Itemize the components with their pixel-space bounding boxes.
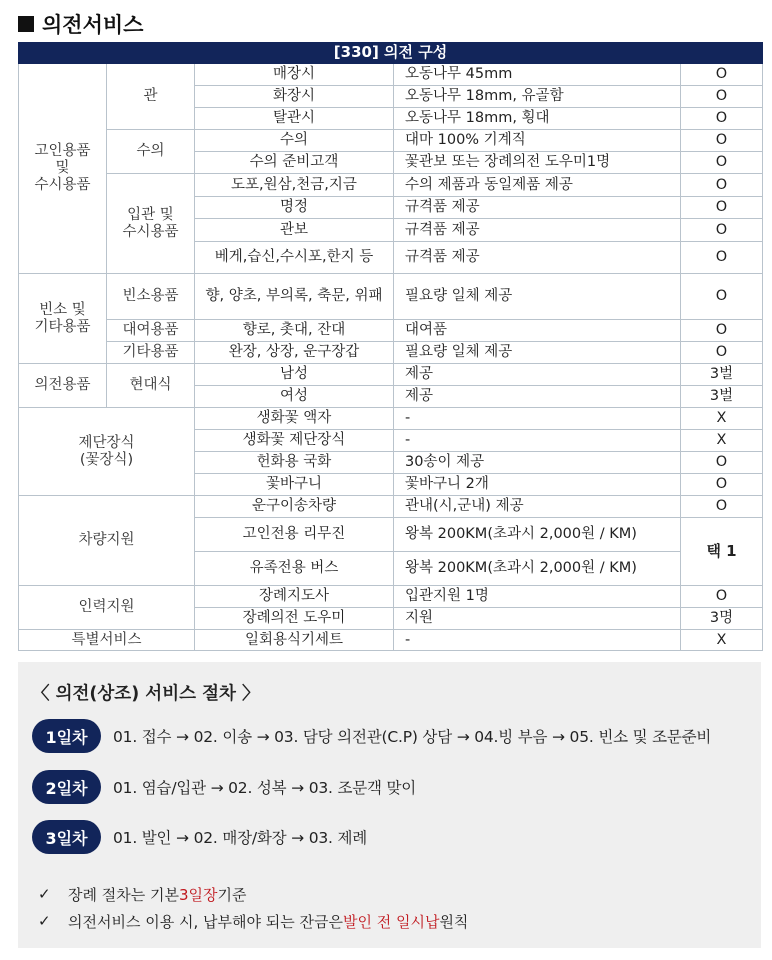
category-line: 제단장식 (꽃장식) <box>78 434 135 468</box>
table-row <box>19 342 763 364</box>
note-highlight: 발인 전 일시납 <box>342 912 440 931</box>
table-row <box>19 630 763 651</box>
check-icon: ✓ <box>38 912 51 930</box>
value-cell: O <box>681 174 763 197</box>
procedure-title: 〈 의전(상조) 서비스 절차 〉 <box>32 684 260 704</box>
desc-cell: 관내(시,군내) 제공 <box>394 496 681 518</box>
item-cell: 매장시 <box>195 64 394 86</box>
value-cell: X <box>681 430 763 452</box>
check-icon: ✓ <box>38 885 51 903</box>
item-cell: 생화꽃 액자 <box>195 408 394 430</box>
category-cell <box>19 274 107 364</box>
subcategory-cell: 대여용품 <box>107 320 195 342</box>
category-cell: 차량지원 <box>19 496 195 586</box>
desc-cell: 지원 <box>394 608 681 630</box>
value-cell: O <box>681 342 763 364</box>
desc-cell: 오동나무 45mm <box>394 64 681 86</box>
value-cell: O <box>681 320 763 342</box>
value-cell: O <box>681 274 763 320</box>
day-badge: 3일차 <box>32 820 101 854</box>
note-text: 의전서비스 이용 시, 납부해야 되는 잔금은 <box>68 912 343 931</box>
desc-cell: 대마 100% 기계직 <box>394 130 681 152</box>
subcategory-cell: 관 <box>107 64 195 130</box>
category-cell: 의전용품 <box>19 364 107 408</box>
desc-cell: 왕복 200KM(초과시 2,000원 / KM) <box>394 518 681 552</box>
note-item <box>38 883 246 905</box>
desc-cell: 제공 <box>394 364 681 386</box>
table-row <box>19 174 763 197</box>
item-cell: 관보 <box>195 219 394 242</box>
value-cell: O <box>681 474 763 496</box>
value-cell: 3명 <box>681 608 763 630</box>
item-cell: 완장, 상장, 운구장갑 <box>195 342 394 364</box>
value-cell: O <box>681 64 763 86</box>
item-cell: 꽃바구니 <box>195 474 394 496</box>
value-cell: X <box>681 630 763 651</box>
value-cell: O <box>681 496 763 518</box>
subcategory-cell: 수의 <box>107 130 195 174</box>
item-cell: 일회용식기세트 <box>195 630 394 651</box>
table-row <box>19 320 763 342</box>
note-highlight: 3일장 <box>178 885 218 904</box>
item-cell: 수의 <box>195 130 394 152</box>
item-cell: 고인전용 리무진 <box>195 518 394 552</box>
note-item <box>38 910 468 932</box>
table-row <box>19 496 763 518</box>
category-line: 빈소 및 기타용품 <box>34 301 91 335</box>
table-title: [330] 의전 구성 <box>19 43 763 64</box>
desc-cell: 필요량 일체 제공 <box>394 342 681 364</box>
day-badge: 2일차 <box>32 770 101 804</box>
value-cell: O <box>681 242 763 274</box>
desc-cell: - <box>394 408 681 430</box>
desc-cell: 오동나무 18mm, 횡대 <box>394 108 681 130</box>
item-cell: 유족전용 버스 <box>195 552 394 586</box>
desc-cell: 30송이 제공 <box>394 452 681 474</box>
procedure-step <box>32 819 367 855</box>
desc-cell: 꽃관보 또는 장례의전 도우미1명 <box>394 152 681 174</box>
item-cell: 명정 <box>195 197 394 219</box>
desc-cell: 규격품 제공 <box>394 197 681 219</box>
desc-cell: 필요량 일체 제공 <box>394 274 681 320</box>
page-heading <box>18 8 143 40</box>
note-text: 장례 절차는 기본 <box>68 885 179 904</box>
service-table <box>18 42 763 651</box>
item-cell: 베게,습신,수시포,한지 등 <box>195 242 394 274</box>
subcategory-cell: 기타용품 <box>107 342 195 364</box>
procedure-step <box>32 769 416 805</box>
value-cell: 3벌 <box>681 386 763 408</box>
table-row <box>19 64 763 86</box>
desc-cell: - <box>394 630 681 651</box>
desc-cell: 규격품 제공 <box>394 219 681 242</box>
step-text: 01. 발인 → 02. 매장/화장 → 03. 제례 <box>113 829 368 847</box>
item-cell: 향, 양초, 부의록, 축문, 위패 <box>195 274 394 320</box>
item-cell: 도포,원삼,천금,지금 <box>195 174 394 197</box>
table-row <box>19 408 763 430</box>
value-cell: O <box>681 452 763 474</box>
value-cell: 택 1 <box>681 518 763 586</box>
category-cell: 인력지원 <box>19 586 195 630</box>
procedure-panel <box>18 662 761 948</box>
item-cell: 운구이송차량 <box>195 496 394 518</box>
subcategory-cell: 빈소용품 <box>107 274 195 320</box>
desc-cell: 대여품 <box>394 320 681 342</box>
desc-cell: 제공 <box>394 386 681 408</box>
table-header-row <box>19 43 763 64</box>
category-cell: 특별서비스 <box>19 630 195 651</box>
table-row <box>19 274 763 320</box>
desc-cell: 수의 제품과 동일제품 제공 <box>394 174 681 197</box>
desc-cell: 꽃바구니 2개 <box>394 474 681 496</box>
item-cell: 수의 준비고객 <box>195 152 394 174</box>
value-cell: O <box>681 86 763 108</box>
item-cell: 화장시 <box>195 86 394 108</box>
procedure-step <box>32 718 711 754</box>
value-cell: O <box>681 197 763 219</box>
note-text: 기준 <box>217 885 247 904</box>
value-cell: X <box>681 408 763 430</box>
item-cell: 향로, 촛대, 잔대 <box>195 320 394 342</box>
day-badge: 1일차 <box>32 719 101 753</box>
desc-cell: - <box>394 430 681 452</box>
category-cell <box>19 408 195 496</box>
table-row <box>19 130 763 152</box>
item-cell: 헌화용 국화 <box>195 452 394 474</box>
item-cell: 탈관시 <box>195 108 394 130</box>
category-line: 고인용품 및 수시용품 <box>34 143 91 193</box>
page-title: 의전서비스 <box>42 13 144 37</box>
subcategory-cell <box>107 174 195 274</box>
item-cell: 여성 <box>195 386 394 408</box>
step-text: 01. 접수 → 02. 이송 → 03. 담당 의전관(C.P) 상담 → 04.빙 부음 → 05. 빈소 및 조문준비 <box>113 728 712 746</box>
step-text: 01. 염습/입관 → 02. 성복 → 03. 조문객 맞이 <box>113 779 417 797</box>
value-cell: 3벌 <box>681 364 763 386</box>
square-bullet-icon <box>18 16 34 32</box>
category-cell <box>19 64 107 274</box>
value-cell: O <box>681 130 763 152</box>
item-cell: 남성 <box>195 364 394 386</box>
subcategory-line: 입관 및 수시용품 <box>122 206 179 240</box>
value-cell: O <box>681 219 763 242</box>
value-cell: O <box>681 152 763 174</box>
desc-cell: 왕복 200KM(초과시 2,000원 / KM) <box>394 552 681 586</box>
note-text: 원칙 <box>439 912 469 931</box>
item-cell: 생화꽃 제단장식 <box>195 430 394 452</box>
value-cell: O <box>681 586 763 608</box>
item-cell: 장례지도사 <box>195 586 394 608</box>
desc-cell: 입관지원 1명 <box>394 586 681 608</box>
subcategory-cell: 현대식 <box>107 364 195 408</box>
item-cell: 장례의전 도우미 <box>195 608 394 630</box>
table-row <box>19 586 763 608</box>
value-cell: O <box>681 108 763 130</box>
desc-cell: 오동나무 18mm, 유골함 <box>394 86 681 108</box>
table-row <box>19 364 763 386</box>
desc-cell: 규격품 제공 <box>394 242 681 274</box>
